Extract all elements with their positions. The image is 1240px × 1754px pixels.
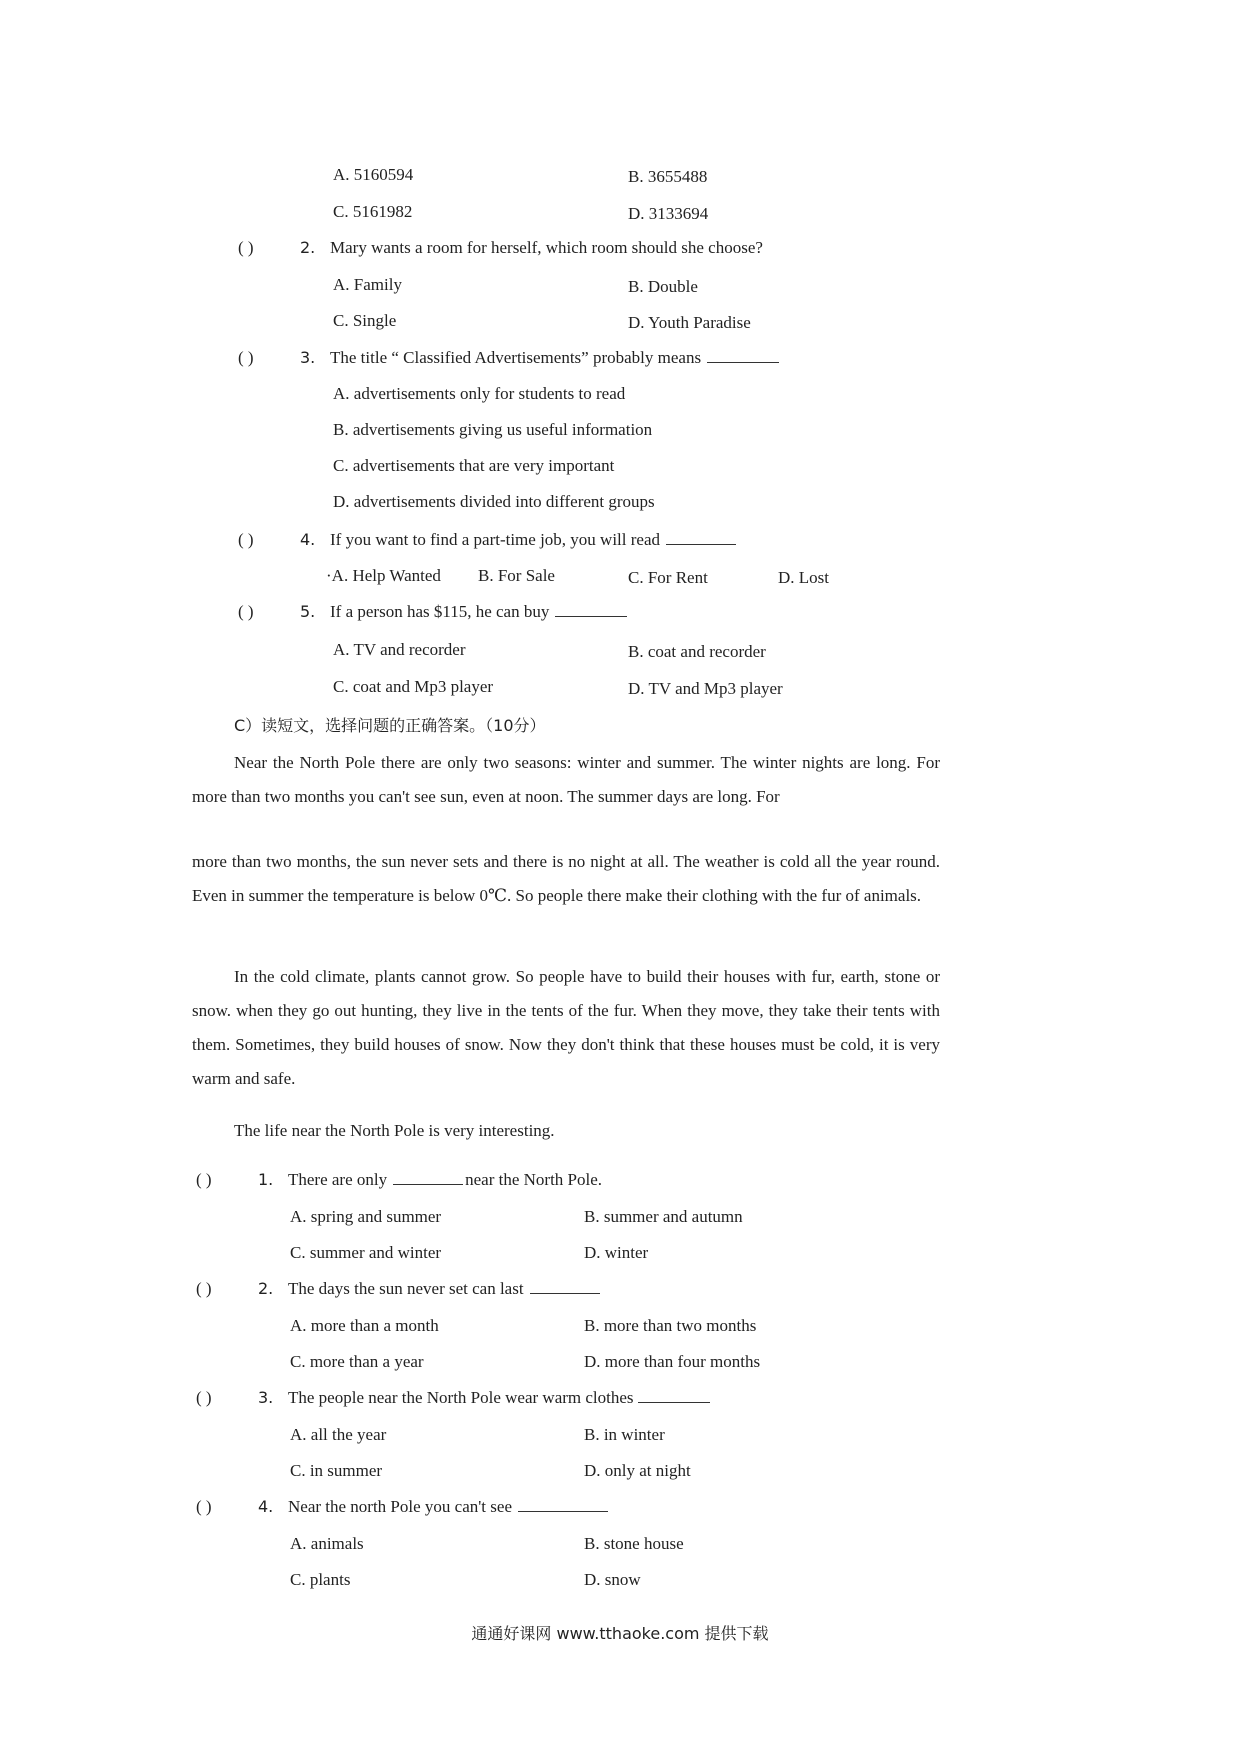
b-q4-option-d: D. Lost (778, 568, 829, 587)
c-q2-option-a: A. more than a month (290, 1316, 439, 1335)
question-text: If you want to find a part-time job, you will read (330, 530, 660, 549)
c-q4-option-c: C. plants (290, 1570, 351, 1589)
b-q3-option-d: D. advertisements divided into different groups (333, 492, 655, 511)
question-number: 4. (300, 530, 316, 549)
answer-parens[interactable]: ( ) (238, 238, 254, 257)
question-text-after: near the North Pole. (465, 1170, 603, 1189)
b-q1-option-b: B. 3655488 (628, 167, 708, 186)
question-number: 2. (258, 1279, 274, 1298)
answer-parens[interactable]: ( ) (196, 1170, 212, 1189)
section-c-heading: C）读短文，选择问题的正确答案。（10分） (234, 716, 546, 735)
answer-blank[interactable] (555, 602, 627, 617)
c-q1-option-d: D. winter (584, 1243, 649, 1262)
answer-parens[interactable]: ( ) (196, 1279, 212, 1298)
question-text: Mary wants a room for herself, which room should she choose? (330, 238, 763, 257)
passage-paragraph-2: In the cold climate, plants cannot grow. So people have to build their houses with fur, earth, stone or snow. when they go out hunting, they live in the tents of the fur. When they move, they take their tents with them. Sometimes, they build houses of snow. Now they don't think that these houses must be cold, it is very warm and safe. (192, 967, 940, 1088)
b-q4-option-b: B. For Sale (478, 566, 555, 585)
b-question-2 (238, 238, 763, 258)
answer-blank[interactable] (393, 1170, 463, 1185)
b-q4-option-a: ·A. Help Wanted (326, 566, 441, 585)
c-q2-option-c: C. more than a year (290, 1352, 424, 1371)
question-number: 5. (300, 602, 316, 621)
c-q2-option-d: D. more than four months (584, 1352, 761, 1371)
question-number: 3. (300, 348, 316, 367)
c-q4-option-d: D. snow (584, 1570, 641, 1589)
answer-parens[interactable]: ( ) (238, 530, 254, 549)
b-question-4 (238, 530, 736, 550)
answer-parens[interactable]: ( ) (196, 1497, 212, 1516)
page-footer: 通通好课网 www.tthaoke.com 提供下载 (471, 1624, 769, 1643)
b-q1-option-c: C. 5161982 (333, 202, 413, 221)
b-question-5 (238, 602, 627, 622)
b-q5-option-c: C. coat and Mp3 player (333, 677, 494, 696)
c-q4-option-b: B. stone house (584, 1534, 684, 1553)
b-q3-option-a: A. advertisements only for students to read (333, 384, 626, 403)
passage-paragraph-1b: more than two months, the sun never sets and there is no night at all. The weather is cold all the year round. Even in summer the temperature is below 0℃. So people there make their clothing with the fur of animals. (192, 852, 940, 905)
question-text: The title “ Classified Advertisements” probably means (330, 348, 702, 367)
passage-paragraph-1a: Near the North Pole there are only two seasons: winter and summer. The winter nights are long. For more than two months you can't see sun, even at noon. The summer days are long. For (192, 753, 940, 806)
b-q2-option-a: A. Family (333, 275, 402, 294)
b-q5-option-a: A. TV and recorder (333, 640, 466, 659)
c-q4-option-a: A. animals (290, 1534, 364, 1553)
b-q5-option-d: D. TV and Mp3 player (628, 679, 783, 698)
c-q1-option-a: A. spring and summer (290, 1207, 442, 1226)
c-question-1 (196, 1170, 602, 1190)
question-number: 2. (300, 238, 316, 257)
answer-blank[interactable] (707, 348, 779, 363)
question-text-before: The people near the North Pole wear warm clothes (288, 1388, 634, 1407)
b-q1-option-d: D. 3133694 (628, 204, 709, 223)
answer-parens[interactable]: ( ) (238, 348, 254, 367)
question-number: 1. (258, 1170, 274, 1189)
b-q3-option-c: C. advertisements that are very important (333, 456, 615, 475)
c-q3-option-c: C. in summer (290, 1461, 383, 1480)
b-q2-option-b: B. Double (628, 277, 698, 296)
c-question-2 (196, 1279, 600, 1299)
b-q2-option-d: D. Youth Paradise (628, 313, 751, 332)
answer-blank[interactable] (638, 1388, 710, 1403)
c-question-3 (196, 1388, 710, 1408)
c-q3-option-a: A. all the year (290, 1425, 387, 1444)
question-number: 3. (258, 1388, 274, 1407)
passage-paragraph-3: The life near the North Pole is very interesting. (234, 1121, 555, 1140)
question-text-before: There are only (288, 1170, 388, 1189)
c-q3-option-b: B. in winter (584, 1425, 665, 1444)
answer-parens[interactable]: ( ) (196, 1388, 212, 1407)
answer-blank[interactable] (518, 1497, 608, 1512)
answer-parens[interactable]: ( ) (238, 602, 254, 621)
b-q5-option-b: B. coat and recorder (628, 642, 766, 661)
b-q4-option-c: C. For Rent (628, 568, 708, 587)
c-q1-option-b: B. summer and autumn (584, 1207, 743, 1226)
question-text-before: Near the north Pole you can't see (288, 1497, 512, 1516)
question-text-before: The days the sun never set can last (288, 1279, 524, 1298)
answer-blank[interactable] (666, 530, 736, 545)
b-question-3 (238, 348, 779, 368)
c-question-4 (196, 1497, 608, 1517)
c-q2-option-b: B. more than two months (584, 1316, 757, 1335)
question-text: If a person has $115, he can buy (330, 602, 550, 621)
b-q2-option-c: C. Single (333, 311, 397, 330)
answer-blank[interactable] (530, 1279, 600, 1294)
b-q1-option-a: A. 5160594 (333, 165, 414, 184)
c-q1-option-c: C. summer and winter (290, 1243, 442, 1262)
b-q3-option-b: B. advertisements giving us useful information (333, 420, 653, 439)
c-q3-option-d: D. only at night (584, 1461, 691, 1480)
question-number: 4. (258, 1497, 274, 1516)
